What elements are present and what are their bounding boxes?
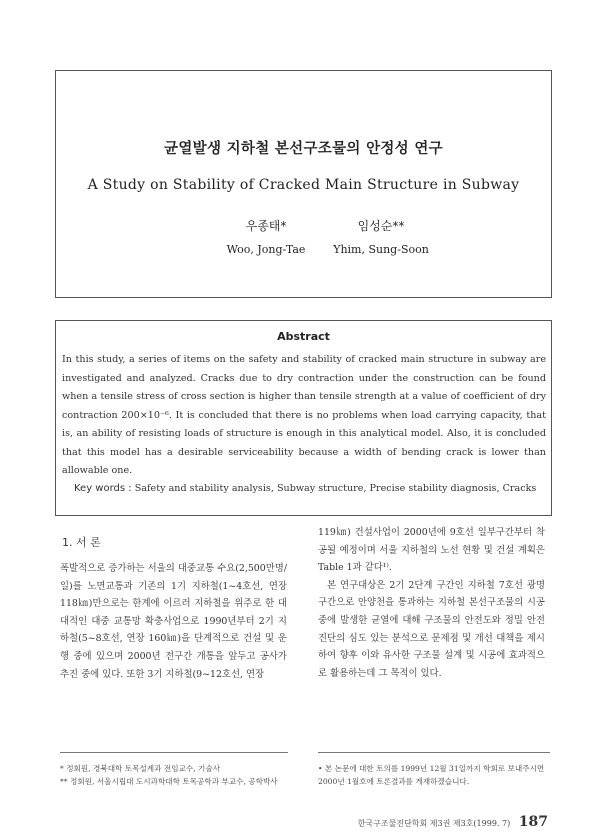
left-column-text: 폭발적으로 증가하는 서울의 대중교통 수요(2,500만명/일)를 노면교통과 기존의 1기 지하철(1~4호선, 연장118㎞)만으로는 한계에 이르러 지하철을 위주로 한 대대적인 대중 교통망 확충사업으로 1990년부터 2기 지하철(5~8호선, 연장 160㎞)을 단계적으로 건설 및 운행 중에 있으며 2000년 전구간 개통을 앞두고 공사가 추진 중에 있다. 또한 3기 지하철(9~12호선, 연장 [60,563,287,680]
section-heading-introduction: 1. 서 론 [62,536,101,549]
footnote-divider-right [318,752,550,753]
right-column-paragraph-1: 119㎞) 건설사업이 2000년에 9호선 일부구간부터 착공될 예정이며 서울 지하철의 노선 현황 및 건설 계획은 Table 1과 같다¹⁾. [318,527,545,574]
author1-english-name: Woo, Jong-Tae [226,243,306,256]
korean-title: 균열발생 지하철 본선구조물의 안정성 연구 [164,141,443,157]
title-block [55,70,552,298]
page-footer [358,814,548,830]
keywords-list: Safety and stability analysis, Subway structure, Precise stability diagnosis, Cracks [134,483,537,494]
keywords [74,481,544,497]
footnote-discussion: • 본 논문에 대한 토의를 1999년 12월 31일까지 학회로 보내주시면 2000년 1월호에 토론결과를 게재하겠습니다. [318,764,545,786]
footnote-author1: * 정회원, 경북대학 토목설계과 전임교수, 기술사 [60,764,221,773]
abstract-box [55,320,552,516]
journal-citation: 한국구조물진단학회 제3권 제3호(1999. 7) [357,819,511,828]
footnote-divider-left [60,752,288,753]
abstract-heading: Abstract [277,330,330,343]
abstract-text: In this study, a series of items on the safety and stability of cracked main structure in subway are investigated and analyzed. Cracks due to dry contraction under the construction can be found when a tensile stress of cross section is higher than tensile strength at a value of coefficient of dry contraction 200×10⁻⁶. It is concluded that there is no problems when load carrying capacity, that is, an ability of resisting loads of structure is enough in this analytical model. Also, it is concluded that this model has a desirable serviceability because a width of bending crack is lower than allowable one. [62,354,546,476]
right-column [318,524,545,682]
page-number: 187 [518,814,548,830]
english-title: A Study on Stability of Cracked Main Structure in Subway [87,177,520,193]
footnote-author2: ** 정회원, 서울시립대 도시과학대학 토목공학과 부교수, 공학박사 [60,777,278,786]
author2-english-name: Yhim, Sung-Soon [333,243,429,256]
footnotes-left [60,762,290,788]
author1-korean-name: 우종태* [245,219,287,233]
keywords-label: Key words : [74,483,132,494]
footnotes-right [318,762,550,788]
author2-korean-name: 임성순** [357,219,405,233]
right-column-paragraph-2: 본 연구대상은 2기 2단계 구간인 지하철 7호선 광명구간으로 안양천을 통과하는 지하철 본선구조물의 시공 중에 발생한 균열에 대해 구조물의 안전도와 정밀 안전진단의 심도 있는 분석으로 문제점 및 개선 대책을 제시하여 향후 이와 유사한 구조물 설계 및 시공에 효과적으로 활용하는데 그 목적이 있다. [318,579,545,679]
